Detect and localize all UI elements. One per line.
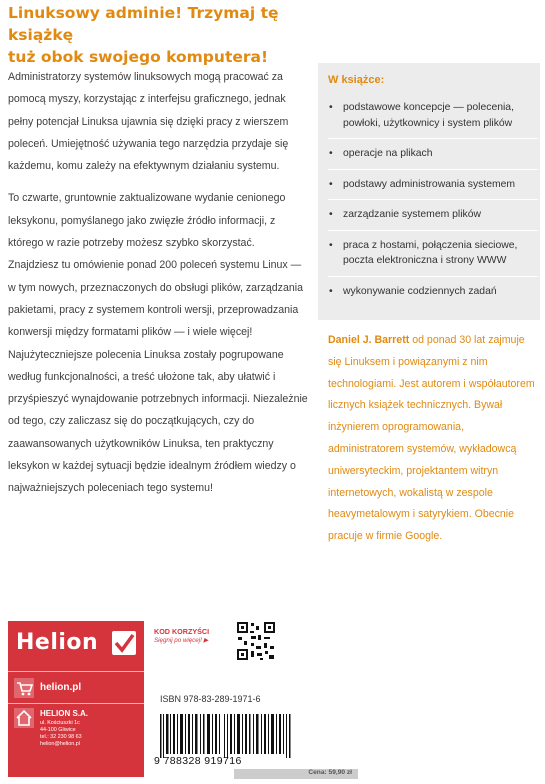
contents-item: • praca z hostami, połączenia sieciowe, poczta elektroniczna i strony WWW — [328, 231, 538, 277]
ean-number: 9 788328 919716 — [154, 755, 242, 767]
contents-list — [328, 93, 538, 306]
company-name: HELION S.A. — [40, 709, 89, 718]
description-text — [8, 66, 308, 510]
helion-logo-icon — [112, 631, 136, 655]
qr-code-icon[interactable] — [236, 621, 276, 661]
headline-line-1: Linuksowy adminie! Trzymaj tę książkę — [8, 4, 279, 44]
description-paragraph-2: To czwarte, gruntownie zaktualizowane wydanie cenionego leksykonu, pomyślanego jako zwięzłe źródło informacji, z którego w razie potrzeby możesz szybko skorzystać. Znajdziesz tu omówienie ponad 200 poleceń systemu Linux — w tym nowych, przeznaczonych do obsługi plików, zarządzania pakietami, pracy z systemem kontroli wersji, przeprowadzania konwersji między formatami plików — i wiele więcej! Najużyteczniejsze polecenia Linuksa zostały pogrupowane według funkcjonalności, a treść ułożone tak, aby ułatwić i przyśpieszyć wynajdowanie potrzebnych informacji. Niezależnie od tego, czy zaliczasz się do początkujących, czy do zaawansowanych użytkowników Linuksa, ten praktyczny leksykon w każdej sytuacji będzie idealnym źródłem wiedzy o najważniejszych poleceniach tego systemu! — [8, 192, 308, 495]
contents-item: • zarządzanie systemem plików — [328, 200, 538, 231]
author-bio-text: od ponad 30 lat zajmuje się Linuksem i powiązanymi z nim technologiami. Jest autorem i współautorem licznych książek technicznych. Bywał inżynierem oprogramowania, administratorem systemów, wykładowcą uniwersyteckim, projektantem witryn internetowych, wokalistą w zespole heavymetalowym i satyrykiem. Obecnie pracuje w firmie Google. — [328, 334, 535, 543]
helion-logo-text: Helion — [16, 630, 99, 655]
contents-item: • podstawy administrowania systemem — [328, 170, 538, 201]
author-name: Daniel J. Barrett — [328, 334, 410, 346]
address-line: 44-100 Gliwice — [40, 727, 76, 733]
home-icon — [14, 708, 34, 728]
price-text: Cena: 59,90 zł — [308, 769, 352, 776]
website-link[interactable] — [8, 673, 144, 703]
contents-item: • podstawowe koncepcje — polecenia, powłoki, użytkownicy i system plików — [328, 93, 538, 139]
address-line: helion@helion.pl — [40, 741, 80, 747]
kod-korzysci-subtitle: Sięgnij po więcej! ▶ — [154, 637, 209, 644]
address-line: tel.: 32 230 98 63 — [40, 734, 82, 740]
panel-divider — [8, 671, 144, 672]
book-contents-box — [318, 63, 540, 320]
kod-korzysci-label: KOD KORZYŚCI — [154, 627, 210, 636]
website-text: helion.pl — [40, 682, 82, 693]
publisher-panel — [8, 621, 144, 777]
publisher-footer — [8, 621, 538, 777]
publisher-address-block — [8, 703, 144, 761]
headline-line-2: tuż obok swojego komputera! — [8, 48, 269, 66]
address-line: ul. Kościuszki 1c — [40, 720, 80, 726]
contents-item: • wykonywanie codziennych zadań — [328, 277, 538, 307]
back-cover-headline — [8, 2, 308, 68]
cart-icon — [14, 678, 34, 698]
isbn-text: ISBN 978-83-289-1971-6 — [160, 694, 261, 704]
price-box — [234, 769, 358, 779]
contents-item: • operacje na plikach — [328, 139, 538, 170]
author-bio — [328, 330, 540, 548]
description-paragraph-1: Administratorzy systemów linuksowych mogą pracować za pomocą myszy, korzystając z interfejsu graficznego, jednak pełny potencjał Linuksa ujawnia się dzięki pracy z wierszem poleceń. Umiejętność używania tego narzędzia przydaje się każdemu, komu zależy na efektywnym działaniu systemu. — [8, 71, 289, 173]
helion-logo[interactable] — [8, 621, 144, 669]
contents-title: W książce: — [328, 74, 385, 86]
company-address — [40, 720, 82, 748]
barcode-icon — [154, 711, 304, 761]
